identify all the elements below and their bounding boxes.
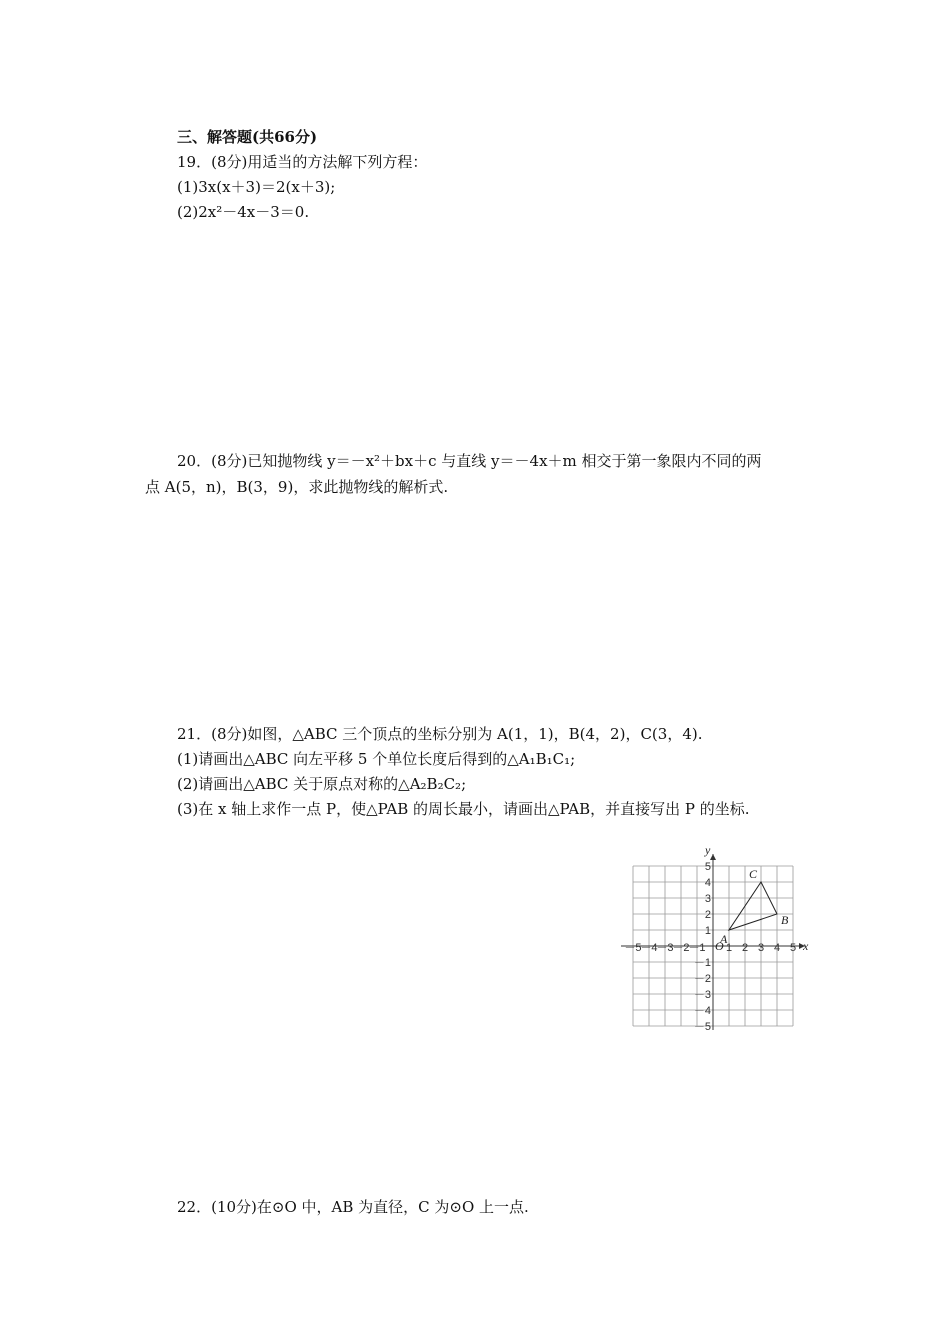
y-tick-label: 5: [704, 861, 711, 873]
y-tick-label: －2: [693, 973, 711, 985]
q19-part1: (1)3x(x＋3)＝2(x＋3);: [177, 178, 336, 196]
section-title: 三、解答题(共66分): [177, 128, 318, 146]
y-tick-label: 3: [704, 893, 711, 905]
coordinate-grid-figure: [612, 838, 817, 1038]
x-tick-label: －1: [688, 942, 706, 954]
y-tick-label: －1: [693, 957, 711, 969]
q19-part2: (2)2x²－4x－3＝0.: [177, 203, 310, 221]
q21-stem: 21．(8分)如图，△ABC 三个顶点的坐标分别为 A(1，1)，B(4，2)，C(3，4).: [177, 725, 703, 743]
q21-part2: (2)请画出△ABC 关于原点对称的△A₂B₂C₂;: [177, 775, 467, 793]
x-tick-label: 4: [773, 942, 781, 954]
y-axis-label: y: [705, 843, 711, 857]
origin-label: O: [715, 939, 724, 953]
point-label-a: A: [720, 932, 728, 946]
q22-stem: 22．(10分)在⊙O 中，AB 为直径，C 为⊙O 上一点.: [177, 1198, 529, 1216]
x-tick-label: －2: [672, 942, 690, 954]
x-tick-label: 2: [741, 942, 749, 954]
triangle-abc-outline: [729, 882, 777, 930]
y-tick-label: 2: [704, 909, 711, 921]
tick-labels: [624, 861, 796, 1033]
y-tick-label: －3: [693, 989, 711, 1001]
y-tick-label: 4: [704, 877, 711, 889]
y-tick-label: 1: [704, 925, 711, 937]
q20-line1: 20．(8分)已知抛物线 y＝－x²＋bx＋c 与直线 y＝－4x＋m 相交于第一象限内不同的两: [177, 452, 762, 470]
q21-part1: (1)请画出△ABC 向左平移 5 个单位长度后得到的△A₁B₁C₁;: [177, 750, 576, 768]
y-tick-label: －5: [693, 1021, 711, 1033]
y-tick-label: －4: [693, 1005, 711, 1017]
x-tick-label: 3: [757, 942, 765, 954]
q20-line2: 点 A(5，n)，B(3，9)，求此抛物线的解析式.: [145, 478, 449, 496]
x-tick-label: －3: [656, 942, 674, 954]
x-tick-label: 5: [789, 942, 797, 954]
point-label-b: B: [781, 913, 789, 927]
x-tick-label: －4: [640, 942, 658, 954]
q19-stem: 19．(8分)用适当的方法解下列方程：: [177, 153, 428, 171]
triangle-abc: [719, 867, 789, 946]
point-label-c: C: [749, 867, 758, 881]
q21-part3: (3)在 x 轴上求作一点 P，使△PAB 的周长最小，请画出△PAB，并直接写出 P 的坐标.: [177, 800, 750, 818]
x-tick-label: －5: [624, 942, 642, 954]
y-axis-arrow: [710, 854, 716, 860]
x-tick-label: 1: [725, 942, 733, 954]
x-axis-label: x: [803, 939, 809, 953]
